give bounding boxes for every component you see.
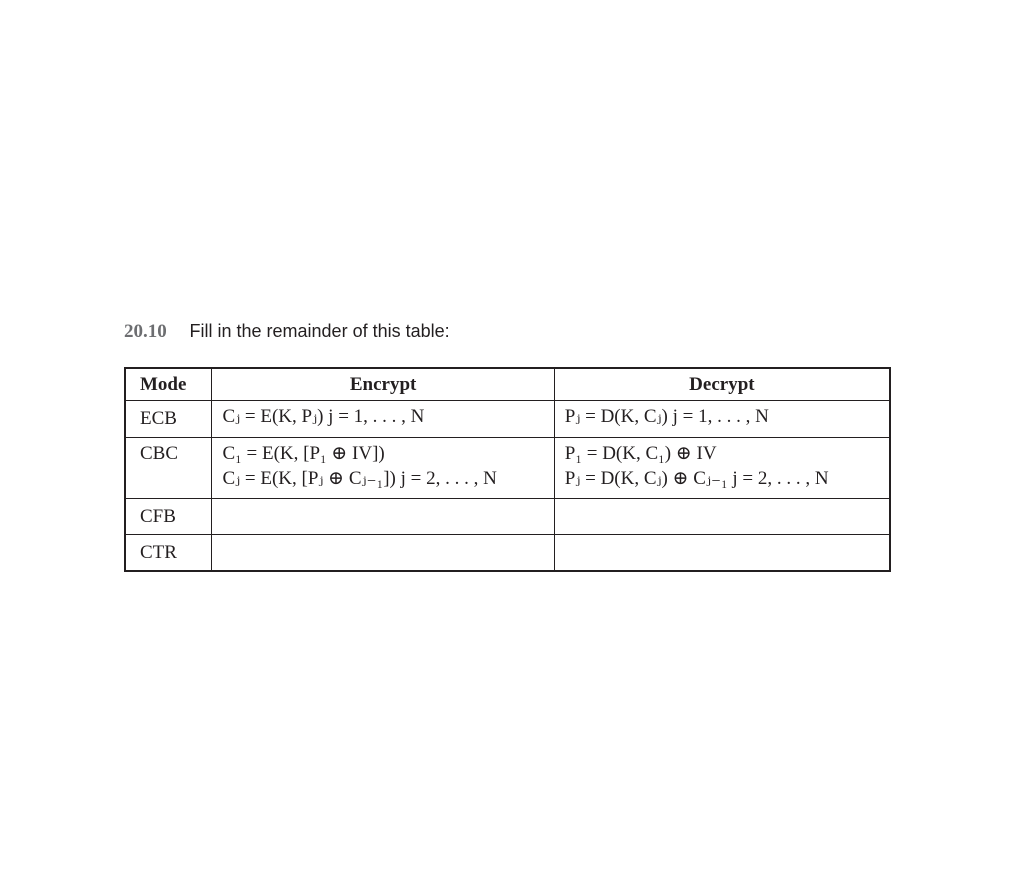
- decrypt-formula: P₁ = D(K, C₁) ⊕ IV: [564, 443, 717, 464]
- encrypt-cell-cbc: [212, 438, 554, 499]
- decrypt-cell-ecb: [554, 401, 890, 438]
- mode-cell-cbc: CBC: [125, 438, 212, 499]
- problem-number: 20.10: [124, 321, 167, 342]
- mode-cell-ctr: CTR: [125, 535, 212, 572]
- encrypt-formula: Cⱼ = E(K, [Pⱼ ⊕ Cⱼ₋₁]) j = 2, . . . , N: [222, 468, 497, 489]
- problem-statement: [124, 318, 450, 345]
- table-row-ctr: [125, 535, 890, 572]
- table-row-cbc: [125, 438, 890, 499]
- header-encrypt: Encrypt: [212, 368, 554, 401]
- encrypt-formula: C₁ = E(K, [P₁ ⊕ IV]): [222, 443, 385, 464]
- decrypt-formula: Pⱼ = D(K, Cⱼ) ⊕ Cⱼ₋₁ j = 2, . . . , N: [564, 468, 829, 489]
- header-mode: Mode: [125, 368, 212, 401]
- encrypt-formula: Cⱼ = E(K, Pⱼ) j = 1, . . . , N: [222, 406, 425, 427]
- decrypt-cell-cbc: [554, 438, 890, 499]
- problem-text: Fill in the remainder of this table:: [189, 321, 450, 341]
- encrypt-cell-ctr: [212, 535, 554, 572]
- block-cipher-modes-table: [124, 367, 891, 572]
- table-row-ecb: [125, 401, 890, 438]
- encrypt-cell-ecb: [212, 401, 554, 438]
- table-header-row: [125, 368, 890, 401]
- decrypt-cell-ctr: [554, 535, 890, 572]
- decrypt-cell-cfb: [554, 499, 890, 535]
- table-row-cfb: [125, 499, 890, 535]
- mode-cell-cfb: CFB: [125, 499, 212, 535]
- mode-cell-ecb: ECB: [125, 401, 212, 438]
- encrypt-cell-cfb: [212, 499, 554, 535]
- decrypt-formula: Pⱼ = D(K, Cⱼ) j = 1, . . . , N: [564, 406, 769, 427]
- header-decrypt: Decrypt: [554, 368, 890, 401]
